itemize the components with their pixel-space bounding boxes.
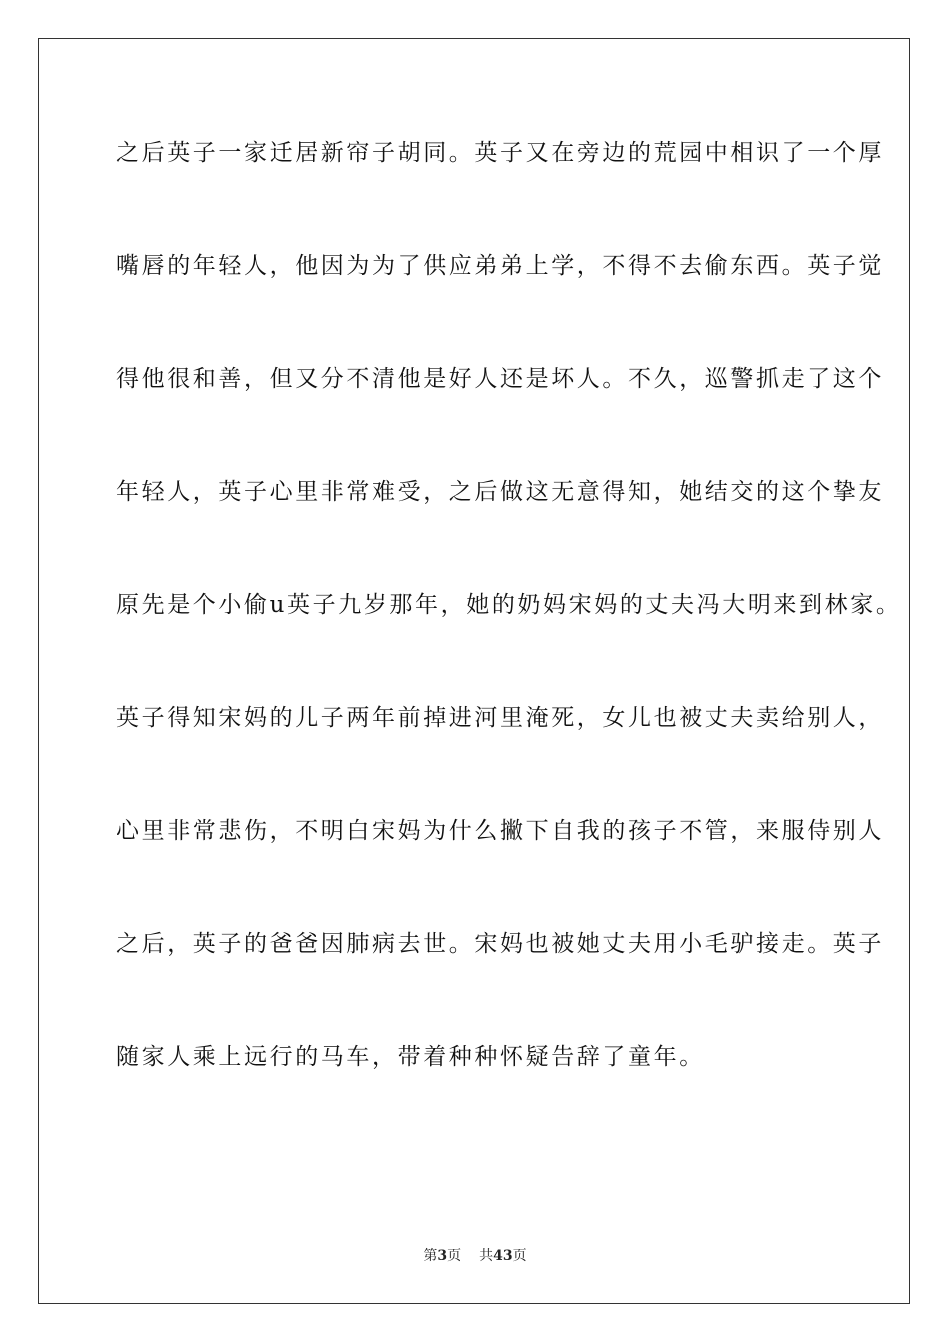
page-footer — [0, 1246, 950, 1266]
text-line-2: 嘴唇的年轻人，他因为为了供应弟弟上学，不得不去偷东西。英子觉 — [116, 253, 884, 279]
body-text — [116, 128, 902, 1145]
page-prefix: 第 — [423, 1248, 438, 1264]
total-prefix: 共 — [479, 1248, 494, 1264]
text-line-5: 原先是个小偷u英子九岁那年，她的奶妈宋妈的丈夫冯大明来到林家。 — [116, 592, 902, 618]
total-pages: 43 — [493, 1248, 513, 1264]
text-line-9: 随家人乘上远行的马车，带着种种怀疑告辞了童年。 — [116, 1044, 705, 1070]
text-line-4: 年轻人，英子心里非常难受，之后做这无意得知，她结交的这个挚友 — [116, 479, 884, 505]
page-suffix: 页 — [447, 1248, 462, 1264]
text-line-3: 得他很和善，但又分不清他是好人还是坏人。不久，巡警抓走了这个 — [116, 366, 884, 392]
page-number: 3 — [437, 1248, 448, 1264]
text-line-6: 英子得知宋妈的儿子两年前掉进河里淹死，女儿也被丈夫卖给别人， — [116, 705, 884, 731]
text-line-7: 心里非常悲伤，不明白宋妈为什么撇下自我的孩子不管，来服侍别人 — [116, 818, 884, 844]
text-line-8: 之后，英子的爸爸因肺病去世。宋妈也被她丈夫用小毛驴接走。英子 — [116, 931, 884, 957]
total-suffix: 页 — [512, 1248, 527, 1264]
text-line-1: 之后英子一家迁居新帘子胡同。英子又在旁边的荒园中相识了一个厚 — [116, 140, 884, 166]
